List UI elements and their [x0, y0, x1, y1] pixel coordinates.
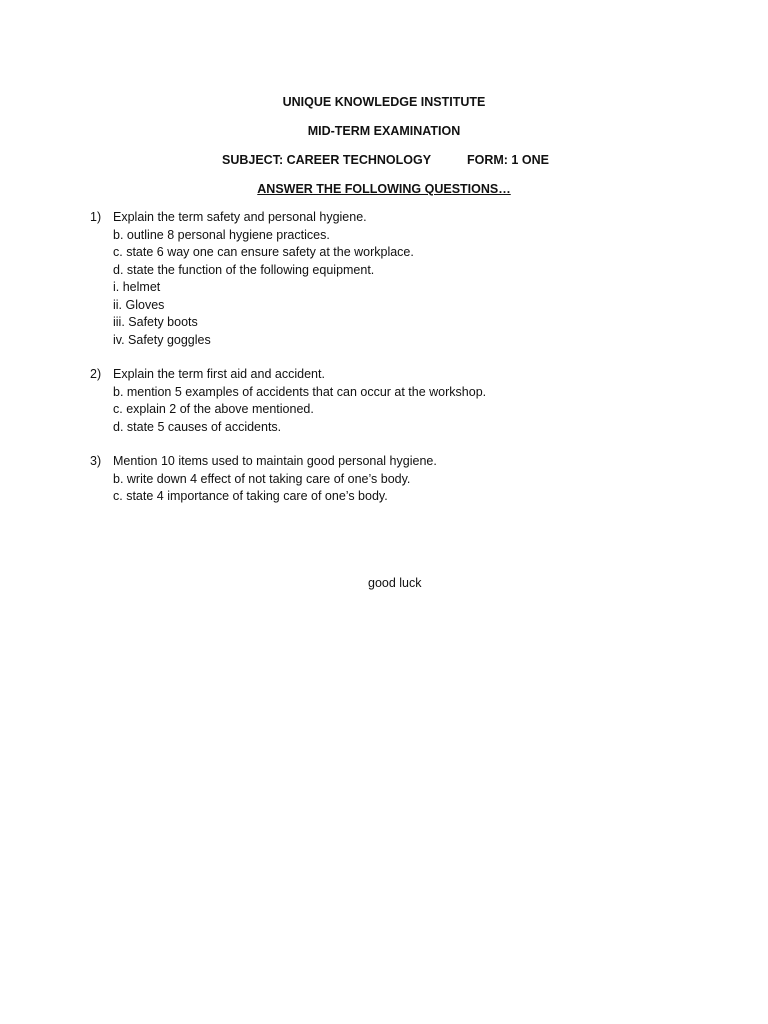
- question-line: b. outline 8 personal hygiene practices.: [113, 227, 330, 242]
- question-line: Mention 10 items used to maintain good personal hygiene.: [113, 454, 437, 468]
- question-line: b. write down 4 effect of not taking care of one’s body.: [113, 471, 411, 486]
- institute-title: UNIQUE KNOWLEDGE INSTITUTE: [282, 95, 486, 109]
- question-line: iv. Safety goggles: [113, 332, 211, 347]
- question-number: 2): [90, 367, 102, 381]
- question-line: iii. Safety boots: [113, 315, 198, 329]
- question-lines: [113, 209, 414, 349]
- exam-title: MID-TERM EXAMINATION: [307, 124, 461, 138]
- question-number: 3): [90, 454, 102, 468]
- question-line: c. state 4 importance of taking care of one’s body.: [113, 489, 388, 503]
- question-line: Explain the term safety and personal hygiene.: [113, 210, 367, 224]
- question-line: c. explain 2 of the above mentioned.: [113, 402, 314, 416]
- question-line: Explain the term first aid and accident.: [113, 367, 325, 381]
- question-line: d. state 5 causes of accidents.: [113, 419, 282, 434]
- form-label: FORM: 1 ONE: [467, 153, 549, 167]
- question-line: i. helmet: [113, 280, 161, 294]
- subject-row: [0, 152, 768, 168]
- subject-label: SUBJECT: CAREER TECHNOLOGY: [222, 153, 432, 167]
- closing-note: good luck: [368, 576, 422, 590]
- question-number: 1): [90, 210, 102, 224]
- instruction-heading: ANSWER THE FOLLOWING QUESTIONS…: [257, 182, 511, 196]
- question-lines: [113, 453, 437, 506]
- question-line: ii. Gloves: [113, 297, 165, 312]
- question-line: b. mention 5 examples of accidents that can occur at the workshop.: [113, 384, 487, 399]
- question-line: d. state the function of the following equipment.: [113, 262, 375, 277]
- question-line: c. state 6 way one can ensure safety at the workplace.: [113, 245, 414, 259]
- question-lines: [113, 366, 486, 436]
